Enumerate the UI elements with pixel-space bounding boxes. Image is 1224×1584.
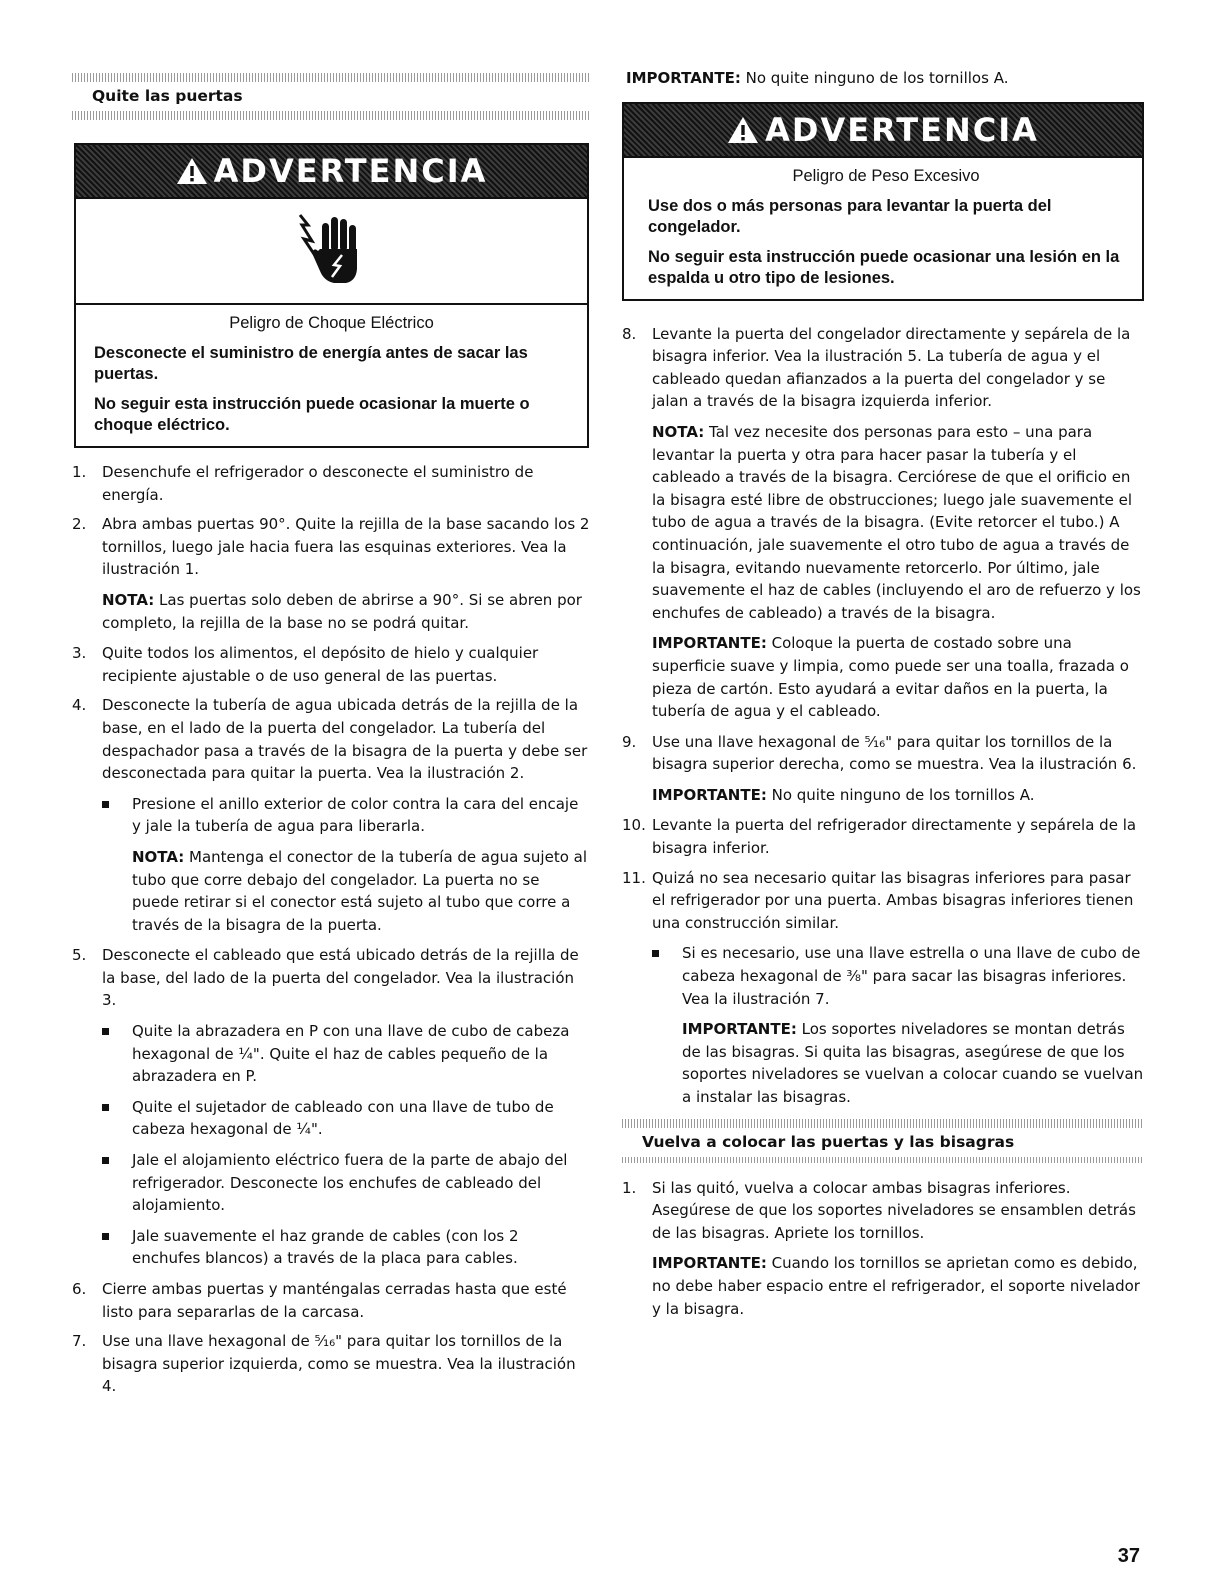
section-rule-top — [72, 73, 591, 82]
reinstall-steps — [622, 1177, 1144, 1321]
step-6: 6. Cierre ambas puertas y manténgalas cerradas hasta que esté listo para separarlas de la carcasa. — [72, 1280, 567, 1321]
note: NOTA: Mantenga el conector de la tubería de agua sujeto al tubo que corre debajo del congelador. La puerta no se puede retirar si el conector está sujeto al tubo que corre a través de la bisagra de la puerta. — [132, 847, 588, 934]
warning-banner — [624, 104, 1142, 158]
warning-consequence: No seguir esta instrucción puede ocasionar una lesión en la espalda u otro tipo de lesiones. — [648, 247, 1120, 287]
section-title: Quite las puertas — [92, 87, 243, 105]
warning-triangle-icon — [176, 157, 208, 185]
electric-shock-warning-box — [74, 143, 589, 448]
warning-signal-word: ADVERTENCIA — [213, 152, 488, 190]
list-item: Si es necesario, use una llave estrella o una llave de cubo de cabeza hexagonal de ⅜" para sacar las bisagras inferiores. Vea la ilustración 7. — [652, 942, 1144, 1010]
step-1: 1. Desenchufe el refrigerador o desconecte el suministro de energía. — [72, 463, 534, 504]
left-steps — [72, 461, 591, 1398]
warning-consequence: No seguir esta instrucción puede ocasionar la muerte o choque eléctrico. — [94, 395, 530, 434]
step-2: 2. Abra ambas puertas 90°. Quite la rejilla de la base sacando los 2 tornillos, luego jale hacia fuera las esquinas exteriores. Vea la ilustración 1. NOTA: Las puertas solo deben de abrirse a 90°. Si se abren por completo, la rejilla de la base no se podrá quitar. — [72, 513, 591, 634]
warning-triangle-icon — [727, 116, 759, 144]
section-rule-top — [622, 1119, 1144, 1128]
step-4: 4. Desconecte la tubería de agua ubicada detrás de la rejilla de la base, en el lado de la puerta del congelador. La tubería del despachador pasa a través de la bisagra de la puerta y debe ser desconectada para quitar la puerta. Vea la ilustración 2. Presione el anillo exterior de color contra la cara del encaje y jale la tubería de agua para liberarla. NOTA: Mantenga el conector de la tubería de agua sujeto al tubo que corre debajo del congelador. La puerta no se puede retirar si el conector está sujeto al tubo que corre a través de la bisagra de la puerta. — [72, 694, 591, 936]
note: NOTA: Las puertas solo deben de abrirse a 90°. Si se abren por completo, la rejilla de la base no se podrá quitar. — [102, 590, 582, 632]
reinstall-step-1: 1. Si las quitó, vuelva a colocar ambas bisagras inferiores. Asegúrese de que los soportes niveladores se ensamblen detrás de las bisagras. Apriete los tornillos. IMPORTANTE: Cuando los tornillos se aprietan como es debido, no debe haber espacio entre el refrigerador, el soporte nivelador y la bisagra. — [622, 1177, 1144, 1321]
important-note: IMPORTANTE: Coloque la puerta de costado sobre una superficie suave y limpia, como puede ser una toalla, frazada o pieza de cartón. Esto ayudará a evitar daños en la puerta, la tubería de agua y el cableado. — [652, 634, 1129, 721]
right-column — [622, 0, 1144, 1328]
warning-banner — [76, 145, 587, 199]
step-8: 8. Levante la puerta del congelador directamente y sepárela de la bisagra inferior. Vea la ilustración 5. La tubería de agua y el cableado quedan afianzados a la puerta del congelador y se jalan a través de la bisagra izquierda inferior. NOTA: Tal vez necesite dos personas para esto – una para levantar la puerta y otra para hacer pasar la tubería y el cableado a través de la bisagra. Cerciórese de que el orificio en la bisagra esté libre de obstrucciones; luego jale suavemente el tubo de agua a través de la bisagra. (Evite retorcer el tubo.) A continuación, jale suavemente el otro tubo de agua a través de la bisagra, evitando nuevamente retorcerlo. Por último, jale suavemente el haz de cables (incluyendo el aro de refuerzo y los enchufes de cableado) a través de la bisagra. IMPORTANTE: Coloque la puerta de costado sobre una superficie suave y limpia, como puede ser una toalla, frazada o pieza de cartón. Esto ayudará a evitar daños en la puerta, la tubería de agua y el cableado. — [622, 323, 1144, 723]
step-5: 5. Desconecte el cableado que está ubicado detrás de la rejilla de la base, del lado de la puerta del congelador. Vea la ilustración 3. Quite la abrazadera en P con una llave de cubo de cabeza hexagonal de ¼". Quite el haz de cables pequeño de la abrazadera en P. Quite el sujetador de cableado con una llave de tubo de cabeza hexagonal de ¼". Jale el alojamiento eléctrico fuera de la parte de abajo del refrigerador. Desconecte los enchufes de cableado del alojamiento. Jale suavemente el haz grande de cables (con los 2 enchufes blancos) a través de la placa para cables. — [72, 944, 591, 1270]
page-number: 37 — [1117, 1545, 1140, 1567]
left-column — [72, 0, 591, 1405]
list-item: Quite la abrazadera en P con una llave de cubo de cabeza hexagonal de ¼". Quite el haz de cables pequeño de la abrazadera en P. — [102, 1020, 591, 1088]
list-item: Jale el alojamiento eléctrico fuera de la parte de abajo del refrigerador. Desconecte los enchufes de cableado del alojamiento. — [102, 1149, 591, 1217]
right-steps — [622, 323, 1144, 1109]
warning-instruction: Desconecte el suministro de energía antes de sacar las puertas. — [94, 344, 528, 383]
note: NOTA: Tal vez necesite dos personas para esto – una para levantar la puerta y otra para hacer pasar la tubería y el cableado a través de la bisagra. Cerciórese de que el orificio en la bisagra esté libre de obstrucciones; luego jale suavemente el tubo de agua a través de la bisagra. (Evite retorcer el tubo.) A continuación, jale suavemente el otro tubo de agua a través de la bisagra, evitando nuevamente retorcerlo. Por último, jale suavemente el haz de cables (incluyendo el aro de refuerzo y los enchufes de cableado) a través de la bisagra. — [652, 422, 1141, 622]
step-10: 10. Levante la puerta del refrigerador directamente y sepárela de la bisagra inferior. — [622, 816, 1137, 858]
section-title: Vuelva a colocar las puertas y las bisagras — [642, 1132, 1015, 1151]
list-item: Presione el anillo exterior de color contra la cara del encaje y jale la tubería de agua para liberarla. — [102, 793, 591, 838]
warning-hazard-title: Peligro de Choque Eléctrico — [229, 314, 434, 332]
warning-hazard-title: Peligro de Peso Excesivo — [792, 166, 980, 185]
weight-warning-box — [622, 102, 1144, 301]
list-item: Quite el sujetador de cableado con una llave de tubo de cabeza hexagonal de ¼". — [102, 1096, 591, 1141]
electrical-shock-hand-icon — [296, 211, 368, 291]
step-7: 7. Use una llave hexagonal de ⁵⁄₁₆" para quitar los tornillos de la bisagra superior izquierda, como se muestra. Vea la ilustración 4. — [72, 1332, 576, 1396]
important-note: IMPORTANTE: Los soportes niveladores se montan detrás de las bisagras. Si quita las bisagras, asegúrese de que los soportes niveladores se vuelvan a colocar cuando se vuelvan a instalar las bisagras. — [682, 1020, 1144, 1106]
step-9: 9. Use una llave hexagonal de ⁵⁄₁₆" para quitar los tornillos de la bisagra superior derecha, como se muestra. Vea la ilustración 6. IMPORTANTE: No quite ninguno de los tornillos A. — [622, 731, 1144, 807]
list-item: Jale suavemente el haz grande de cables (con los 2 enchufes blancos) a través de la placa para cables. — [102, 1225, 591, 1270]
step-11: 11. Quizá no sea necesario quitar las bisagras inferiores para pasar el refrigerador por una puerta. Ambas bisagras inferiores tienen una construcción similar. Si es necesario, use una llave estrella o una llave de cubo de cabeza hexagonal de ⅜" para sacar las bisagras inferiores. Vea la ilustración 7. IMPORTANTE: Los soportes niveladores se montan detrás de las bisagras. Si quita las bisagras, asegúrese de que los soportes niveladores se vuelvan a colocar cuando se vuelvan a instalar las bisagras. — [622, 867, 1144, 1109]
important-note-top: IMPORTANTE: No quite ninguno de los tornillos A. — [626, 69, 1009, 87]
warning-signal-word: ADVERTENCIA — [765, 110, 1039, 149]
warning-pictogram — [76, 199, 587, 305]
step-3: 3. Quite todos los alimentos, el depósito de hielo y cualquier recipiente ajustable o de uso general de las puertas. — [72, 644, 539, 685]
important-note: IMPORTANTE: No quite ninguno de los tornillos A. — [652, 785, 1035, 804]
section-rule-bottom — [72, 111, 591, 120]
warning-instruction: Use dos o más personas para levantar la puerta del congelador. — [648, 196, 1052, 236]
important-note: IMPORTANTE: Cuando los tornillos se aprietan como es debido, no debe haber espacio entre el refrigerador, el soporte nivelador y la bisagra. — [652, 1254, 1140, 1318]
